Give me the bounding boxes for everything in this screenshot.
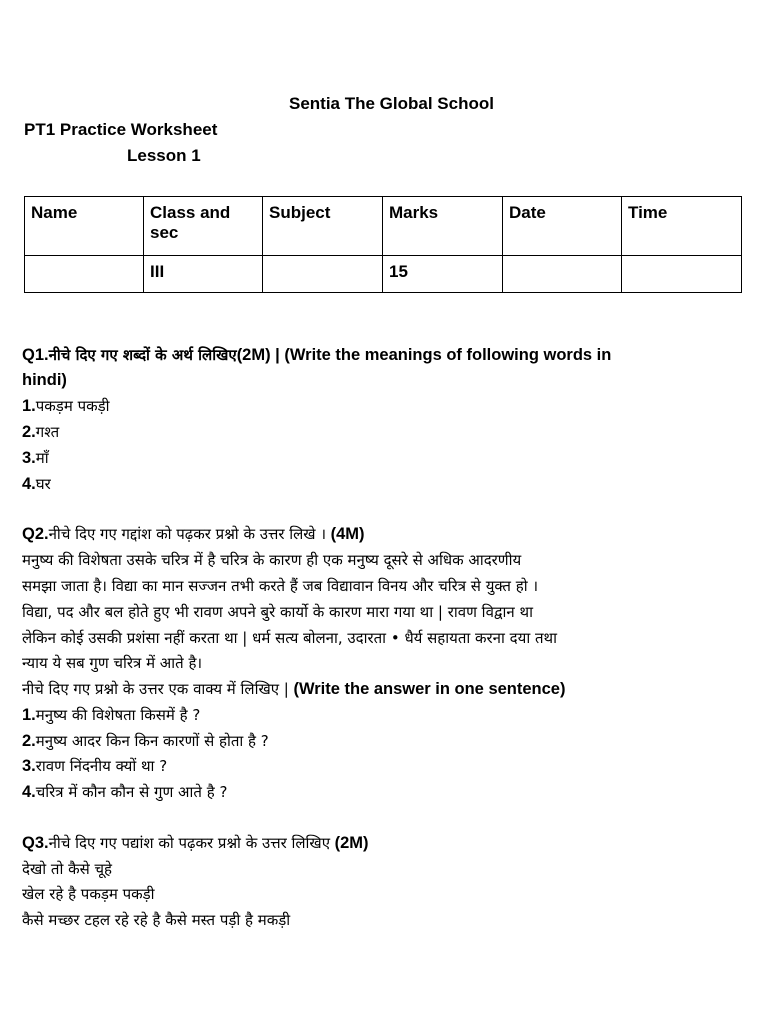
header-date: Date <box>503 197 622 256</box>
list-item <box>22 396 110 416</box>
item-text: पकड़म पकड़ी <box>35 397 110 415</box>
cell-time[interactable] <box>622 256 742 293</box>
item-number: 1. <box>22 706 36 724</box>
list-item <box>22 705 200 725</box>
list-item <box>22 422 59 442</box>
q2-instruction <box>22 679 565 699</box>
item-text: माँ <box>35 449 49 467</box>
list-item <box>22 756 167 776</box>
q3-label: Q3. <box>22 834 49 852</box>
item-number: 2. <box>22 732 36 750</box>
q1-heading <box>22 345 611 365</box>
list-item <box>22 731 269 751</box>
header-class-sec: Class and sec <box>144 197 263 256</box>
school-name: Sentia The Global School <box>289 94 494 113</box>
header-time: Time <box>622 197 742 256</box>
item-text: घर <box>35 475 51 493</box>
q1-label: Q1. <box>22 346 49 364</box>
q3-marks: (2M) <box>334 834 369 852</box>
passage-line: मनुष्य की विशेषता उसके चरित्र में है चरित्र के कारण ही एक मनुष्य दूसरे से अधिक आदरणीय <box>22 551 522 569</box>
item-number: 1. <box>22 397 36 415</box>
q2-title-hindi: नीचे दिए गए गद्दांश को पढ़कर प्रश्नो के उत्तर लिखे । <box>48 525 327 543</box>
passage-line: विद्या, पद और बल होते हुए भी रावण अपने बुरे कार्यो के कारण मारा गया था | रावण विद्वान था <box>22 603 533 621</box>
cell-class-sec: III <box>144 256 263 293</box>
list-item <box>22 782 227 802</box>
poem-line: खेल रहे है पकड़म पकड़ी <box>22 885 155 903</box>
student-info-table <box>24 196 742 293</box>
item-text: रावण निंदनीय क्यों था ? <box>35 757 168 775</box>
q2-label: Q2. <box>22 525 49 543</box>
poem-line: कैसे मच्छर टहल रहे रहे है कैसे मस्त पड़ी है मकड़ी <box>22 911 291 929</box>
passage-line: न्याय ये सब गुण चरित्र में आते है। <box>22 654 203 672</box>
list-item <box>22 474 51 494</box>
item-number: 4. <box>22 475 36 493</box>
item-number: 4. <box>22 783 36 801</box>
header-marks: Marks <box>383 197 503 256</box>
cell-marks: 15 <box>383 256 503 293</box>
q2-instruction-hindi: नीचे दिए गए प्रश्नो के उत्तर एक वाक्य में लिखिए | <box>22 680 289 698</box>
q3-title-hindi: नीचे दिए गए पद्यांश को पढ़कर प्रश्नो के उत्तर लिखिए <box>48 834 330 852</box>
q3-heading <box>22 833 369 853</box>
table-header-row <box>25 197 742 256</box>
item-text: गश्त <box>35 423 60 441</box>
header-name: Name <box>25 197 144 256</box>
item-text: मनुष्य की विशेषता किसमें है ? <box>35 706 201 724</box>
worksheet-title: PT1 Practice Worksheet <box>24 120 218 139</box>
q1-heading-cont: hindi) <box>22 371 67 389</box>
cell-name[interactable] <box>25 256 144 293</box>
item-number: 3. <box>22 757 36 775</box>
item-text: मनुष्य आदर किन किन कारणों से होता है ? <box>35 732 269 750</box>
q2-marks: (4M) <box>330 525 365 543</box>
q2-instruction-english: (Write the answer in one sentence) <box>293 680 566 698</box>
list-item <box>22 448 49 468</box>
header-subject: Subject <box>263 197 383 256</box>
cell-date[interactable] <box>503 256 622 293</box>
passage-line: लेकिन कोई उसकी प्रशंसा नहीं करता था | धर्म सत्य बोलना, उदारता • धैर्य सहायता करना दया तथा <box>22 629 557 647</box>
q1-title-english: (2M) | (Write the meanings of following words in <box>236 346 612 364</box>
poem-line: देखो तो कैसे चूहे <box>22 860 113 878</box>
cell-subject[interactable] <box>263 256 383 293</box>
item-text: चरित्र में कौन कौन से गुण आते है ? <box>35 783 228 801</box>
item-number: 3. <box>22 449 36 467</box>
item-number: 2. <box>22 423 36 441</box>
passage-line: समझा जाता है। विद्या का मान सज्जन तभी करते हैं जब विद्यावान विनय और चरित्र से युक्त हो । <box>22 577 539 595</box>
lesson-title: Lesson 1 <box>127 146 201 165</box>
q2-heading <box>22 524 365 544</box>
table-row <box>25 256 742 293</box>
q1-title-hindi: नीचे दिए गए शब्दों के अर्थ लिखिए <box>48 346 237 364</box>
